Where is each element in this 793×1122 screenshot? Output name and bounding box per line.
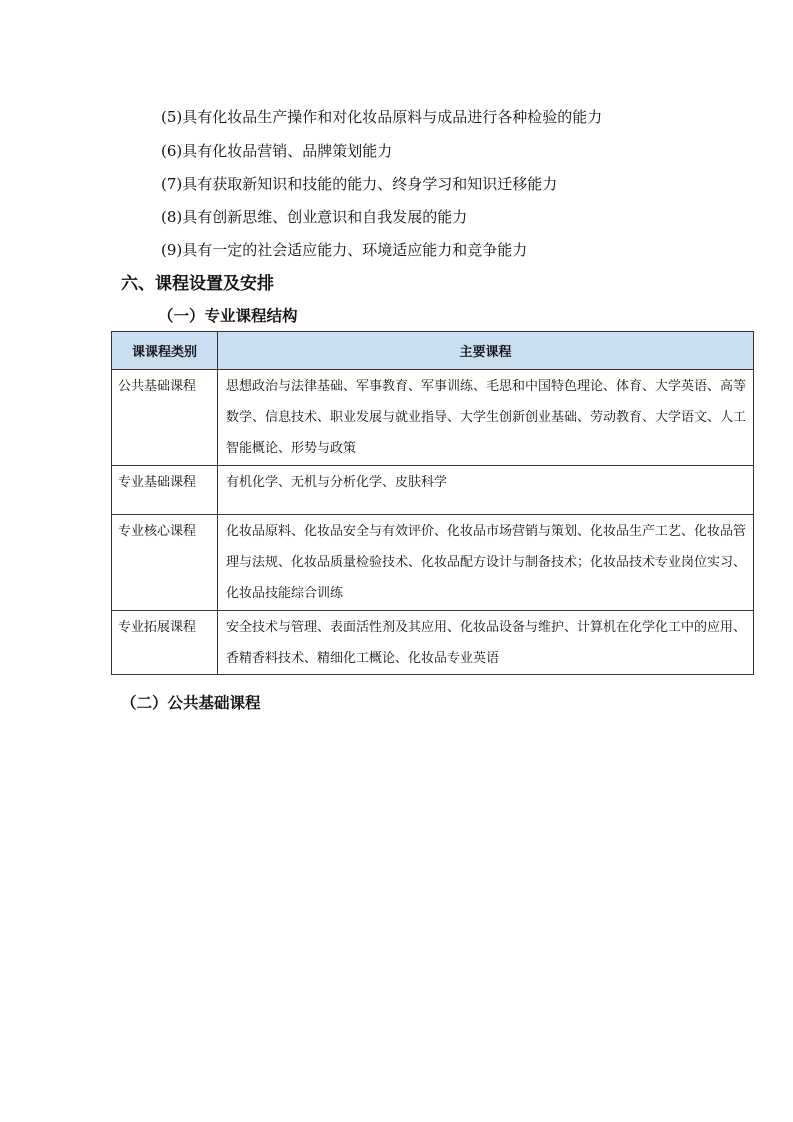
table-row <box>112 370 754 466</box>
subsection-heading-structure: （一）专业课程结构 <box>158 307 298 325</box>
row-courses: 安全技术与管理、表面活性剂及其应用、化妆品设备与维护、计算机在化学化工中的应用、香精香料技术、精细化工概论、化妆品专业英语 <box>218 611 754 675</box>
table-row <box>112 515 754 611</box>
ability-item-8: (8)具有创新思维、创业意识和自我发展的能力 <box>161 208 468 226</box>
ability-item-6: (6)具有化妆品营销、品牌策划能力 <box>161 142 393 160</box>
table-row <box>112 466 754 515</box>
subsection-heading-public: （二）公共基础课程 <box>121 694 261 712</box>
ability-item-5: (5)具有化妆品生产操作和对化妆品原料与成品进行各种检验的能力 <box>161 108 603 126</box>
ability-item-9: (9)具有一定的社会适应能力、环境适应能力和竞争能力 <box>161 241 528 259</box>
row-courses: 思想政治与法律基础、军事教育、军事训练、毛思和中国特色理论、体育、大学英语、高等数学、信息技术、职业发展与就业指导、大学生创新创业基础、劳动教育、大学语文、人工智能概论、形势与政策 <box>218 370 754 466</box>
header-category: 课课程类别 <box>112 332 218 370</box>
header-courses: 主要课程 <box>218 332 754 370</box>
table-header-row <box>112 332 754 370</box>
course-structure-table <box>111 331 754 675</box>
table-row <box>112 611 754 675</box>
row-category: 公共基础课程 <box>112 370 218 466</box>
row-courses: 有机化学、无机与分析化学、皮肤科学 <box>218 466 754 515</box>
ability-item-7: (7)具有获取新知识和技能的能力、终身学习和知识迁移能力 <box>161 175 558 193</box>
section-heading: 六、课程设置及安排 <box>121 274 274 294</box>
row-category: 专业核心课程 <box>112 515 218 611</box>
row-category: 专业拓展课程 <box>112 611 218 675</box>
row-category: 专业基础课程 <box>112 466 218 515</box>
row-courses: 化妆品原料、化妆品安全与有效评价、化妆品市场营销与策划、化妆品生产工艺、化妆品管理与法规、化妆品质量检验技术、化妆品配方设计与制备技术；化妆品技术专业岗位实习、化妆品技能综合训练 <box>218 515 754 611</box>
